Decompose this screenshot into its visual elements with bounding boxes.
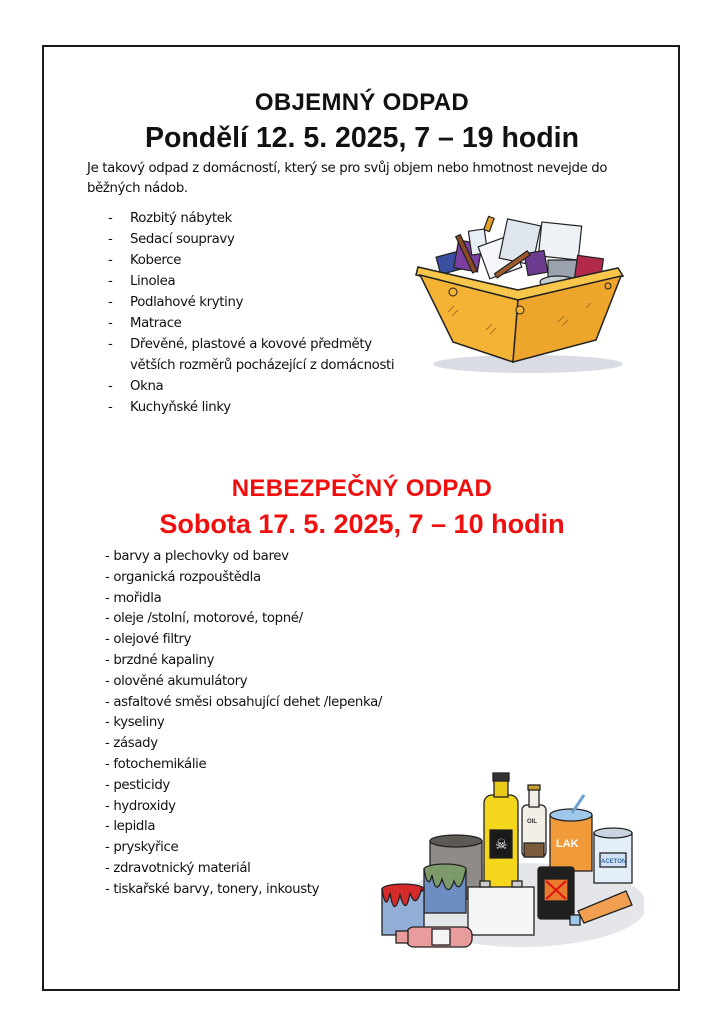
- skull-icon: ☠: [495, 836, 508, 852]
- bullet-dash: -: [108, 379, 113, 394]
- list-item: - zdravotnický materiál: [105, 860, 251, 876]
- bullet-dash: -: [108, 337, 113, 352]
- hazardous-waste-list: [105, 547, 382, 901]
- bullet-dash: -: [108, 316, 113, 331]
- list-item: - lepidla: [105, 819, 156, 835]
- bullet-dash: -: [108, 274, 113, 289]
- list-item: - hydroxidy: [105, 798, 176, 814]
- aceton-label: ACETON: [601, 859, 627, 865]
- bulky-waste-list: [106, 208, 420, 418]
- list-item: [106, 271, 420, 292]
- list-item: - organická rozpouštědla: [105, 569, 261, 585]
- list-item: - olejové filtry: [105, 632, 192, 648]
- hazardous-waste-date: Sobota 17. 5. 2025, 7 – 10 hodin: [159, 509, 565, 539]
- skip-bin-illustration: [408, 212, 638, 377]
- list-item: [106, 250, 420, 271]
- list-item-text: Dřevěné, plastové a kovové předměty větších rozměrů pocházející z domácnosti: [130, 337, 395, 373]
- list-item: - fotochemikálie: [105, 756, 207, 772]
- list-item: - olověné akumulátory: [105, 673, 248, 689]
- list-item: - zásady: [105, 736, 158, 752]
- list-item: [106, 376, 420, 397]
- list-item: - brzdné kapaliny: [105, 652, 215, 668]
- bullet-dash: -: [108, 400, 113, 415]
- lak-label: LAK: [556, 838, 579, 850]
- hazardous-containers-illustration: [372, 755, 644, 950]
- bullet-dash: -: [108, 295, 113, 310]
- bullet-dash: -: [108, 232, 113, 247]
- list-item: [106, 292, 420, 313]
- list-item: - pryskyřice: [105, 840, 179, 856]
- bulky-waste-description: Je takový odpad z domácností, který se pro svůj objem nebo hmotnost nevejde do běžných nádob.: [87, 161, 608, 196]
- list-item: [106, 397, 420, 418]
- list-item: - mořidla: [105, 590, 162, 606]
- list-item-text: Koberce: [130, 253, 182, 268]
- bullet-dash: -: [108, 211, 113, 226]
- list-item: - tiskařské barvy, tonery, inkousty: [105, 881, 320, 897]
- list-item-text: Sedací soupravy: [130, 232, 235, 247]
- list-item: - kyseliny: [105, 715, 165, 731]
- list-item: [106, 229, 420, 250]
- list-item-text: Matrace: [130, 316, 182, 331]
- list-item-text: Linolea: [130, 274, 176, 289]
- bulky-waste-date: Pondělí 12. 5. 2025, 7 – 19 hodin: [144, 122, 579, 154]
- list-item-text: Podlahové krytiny: [130, 295, 244, 310]
- oil-label: OIL: [527, 819, 537, 825]
- bulky-waste-title: OBJEMNÝ ODPAD: [254, 89, 470, 116]
- list-item: [106, 208, 420, 229]
- list-item: [106, 313, 420, 334]
- list-item: - asfaltové směsi obsahující dehet /lepenka/: [105, 694, 383, 710]
- bullet-dash: -: [108, 253, 113, 268]
- list-item-text: Rozbitý nábytek: [130, 211, 232, 226]
- list-item: - oleje /stolní, motorové, topné/: [105, 611, 303, 627]
- hazardous-waste-title: NEBEZPEČNÝ ODPAD: [231, 475, 493, 502]
- list-item-text: Okna: [130, 379, 164, 394]
- list-item: - pesticidy: [105, 777, 170, 793]
- list-item-text: Kuchyňské linky: [130, 400, 231, 415]
- list-item: - barvy a plechovky od barev: [105, 549, 289, 564]
- list-item: [106, 334, 420, 376]
